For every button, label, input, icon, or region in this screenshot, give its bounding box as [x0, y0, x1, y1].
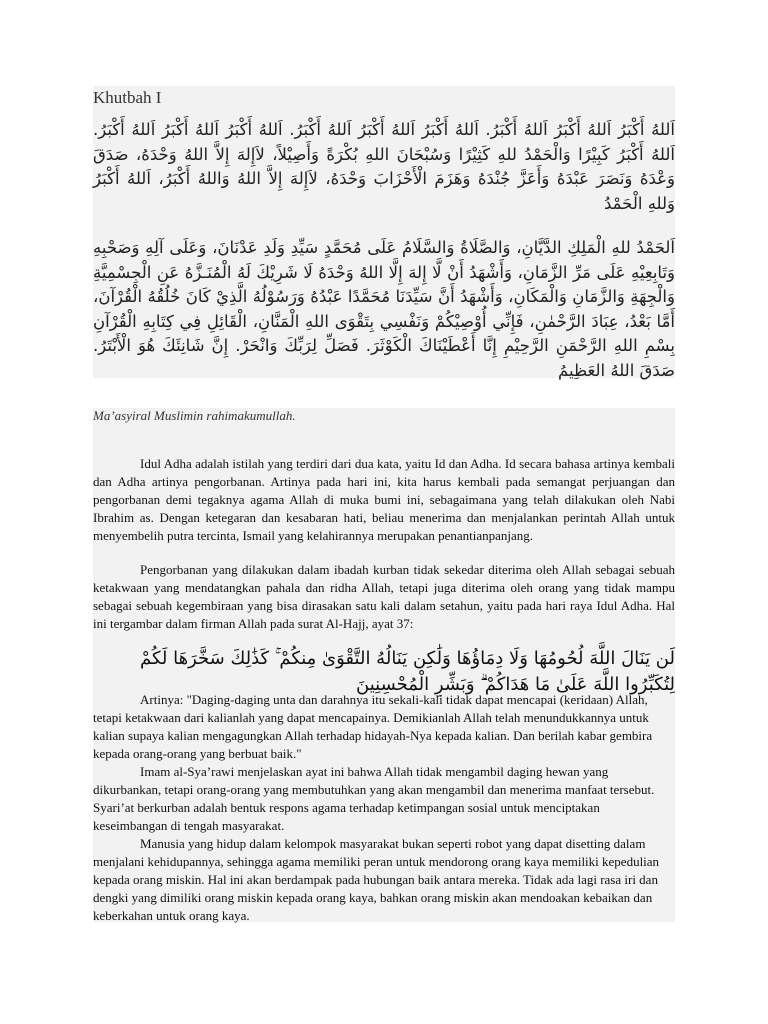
salutation: Ma’asyiral Muslimin rahimakumullah. [93, 408, 296, 423]
paragraph-translation: Artinya: "Daging-daging unta dan darahnya itu sekali-kali tidak dapat mencapai (keridaan) Allah, tetapi ketakwaan dari kalianlah yang dapat mencapainya. Demikianlah Allah telah menundukkannya untuk kalian supaya kalian mengagungkan Allah terhadap hidayah-Nya kepada kalian. Dan berilah kabar gembira kepada orang-orang yang berbuat baik." [93, 692, 653, 761]
paragraph-al-syarawi: Imam al-Sya’rawi menjelaskan ayat ini bahwa Allah tidak mengambil daging hewan yang dikurbankan, tetapi orang-orang yang membutuhkan yang akan mengambil dan menerima manfaat tersebut. Syari’at berkurban adalah bentuk respons agama terhadap ketimpangan sosial untuk menciptakan keseimbangan di tengah masyarakat. [93, 764, 655, 833]
quran-verse-al-hajj-37: لَن يَنَالَ اللَّهَ لُحُومُهَا وَلَا دِمَاؤُهَا وَلَٰكِن يَنَالُهُ التَّقْوَىٰ مِنكُمْ ۚ كَذَٰلِكَ سَخَّرَهَا لَكُمْ لِتُكَبِّرُوا اللَّهَ عَلَىٰ مَا هَدَاكُمْ ۗ وَبَشِّرِ الْمُحْسِنِينَ [139, 648, 675, 695]
paragraph-idul-adha-meaning: Idul Adha adalah istilah yang terdiri dari dua kata, yaitu Id dan Adha. Id secara bahasa artinya kembali dan Adha artinya pengorbanan. Artinya pada hari ini, kita harus kembali pada semangat perjuangan dan pengorbanan demi tegaknya agama Allah di muka bumi ini, sebagaimana yang telah dilakukan oleh Nabi Ibrahim as. Dengan ketegaran dan kesabaran hati, beliau menerima dan menjalankan perintah Allah untuk menyembelih putra tercinta, Ismail yang kelahirannya merupakan penantianpanjang. [93, 456, 675, 543]
arabic-opening-text: اَلحَمْدُ للهِ الْمَلِكِ الدَّيَّانِ، وَالصَّلَاةُ وَالسَّلَامُ عَلَى مُحَمَّدٍ سَيِّدِ وَلَدِ عَدْنَانَ، وَعَلَى آلِهِ وَصَحْبِهِ وَتَابِعِيْهِ عَلَى مَرِّ الزَّمَانِ، وَأَشْهَدُ أَنْ لَّا إِلهَ إِلَّا اللهُ وَحْدَهُ لَا شَرِيْكَ لَهُ الْمُنَـزَّهُ عَنِ الْجِسْمِيَّةِ وَالْجِهَةِ وَالزَّمَانِ وَالْمَكَانِ، وَأَشْهَدُ أَنَّ سَيِّدَنَا مُحَمَّدًا عَبْدُهُ وَرَسُوْلُهُ الَّذِيْ كَانَ خُلُقُهُ الْقُرْآنَ، أَمَّا بَعْدُ، عِبَادَ الرَّحْمٰنِ، فَإِنِّي أُوْصِيْكُمْ وَنَفْسِي بِتَقْوَى اللهِ الْمَنَّانِ، الْقَائِلِ فِي كِتَابِهِ الْقُرْآنِ بِسْمِ اللهِ الرَّحْمَنِ الرَّحِيْمِ إِنَّا أَعْطَيْنَاكَ الْكَوْثَرَ. فَصَلِّ لِرَبِّكَ وَانْحَرْ. إِنَّ شَانِئَكَ هُوَ الْأَبْتَرُ. صَدَقَ اللهُ العَظِيمُ [93, 238, 675, 380]
paragraph-sacrifice: Pengorbanan yang dilakukan dalam ibadah kurban tidak sekedar diterima oleh Allah sebagai sebuah ketakwaan yang mendatangkan pahala dan ridha Allah, tetapi juga diterima oleh orang yang tidak mampu sebagai sebuah kegembiraan yang bisa dirasakan satu kali dalam setahun, yaitu pada hari raya Idul Adha. Hal ini tergambar dalam firman Allah pada surat Al-Hajj, ayat 37: [93, 562, 675, 631]
arabic-takbir-text: اَللهُ أَكْبَرُ اَللهُ أَكْبَرُ اَللهُ أَكْبَرُ. اَللهُ أَكْبَرُ اَللهُ أَكْبَرُ اَللهُ أَكْبَرُ. اَللهُ أَكْبَرُ اَللهُ أَكْبَرُ اَللهُ أَكْبَرُ. اَللهُ أَكْبَرُ كَبِيْرًا وَالْحَمْدُ للهِ كَثِيْرًا وَسُبْحَانَ اللهِ بُكْرَةً وَأَصِيْلاً، لاَإِلهَ إِلاَّ اللهُ وَحْدَهُ، صَدَقَ وَعْدَهُ وَنَصَرَ عَبْدَهُ وَأَعَزَّ جُنْدَهُ وَهَزَمَ الْأَحْزَابَ وَحْدَهُ، لاَإِلهَ إِلاَّ اللهُ وَاللهُ أَكْبَرُ، اَللهُ أَكْبَرُ وَللهِ الْحَمْدُ [93, 120, 675, 213]
paragraph-society: Manusia yang hidup dalam kelompok masyarakat bukan seperti robot yang dapat disetting dalam menjalani kehidupannya, sehingga agama memiliki peran untuk mendorong orang kaya memiliki kepedulian kepada orang miskin. Hal ini akan berdampak pada hubungan baik antara mereka. Tidak ada lagi rasa iri dan dengki yang dimiliki orang miskin kepada orang kaya, bahkan orang miskin akan mendoakan kebaikan dan keberkahan untuk orang kaya. [93, 836, 660, 923]
khutbah-body-section [93, 408, 675, 922]
khutbah-opening-section [93, 86, 675, 378]
section-title: Khutbah I [93, 88, 162, 107]
